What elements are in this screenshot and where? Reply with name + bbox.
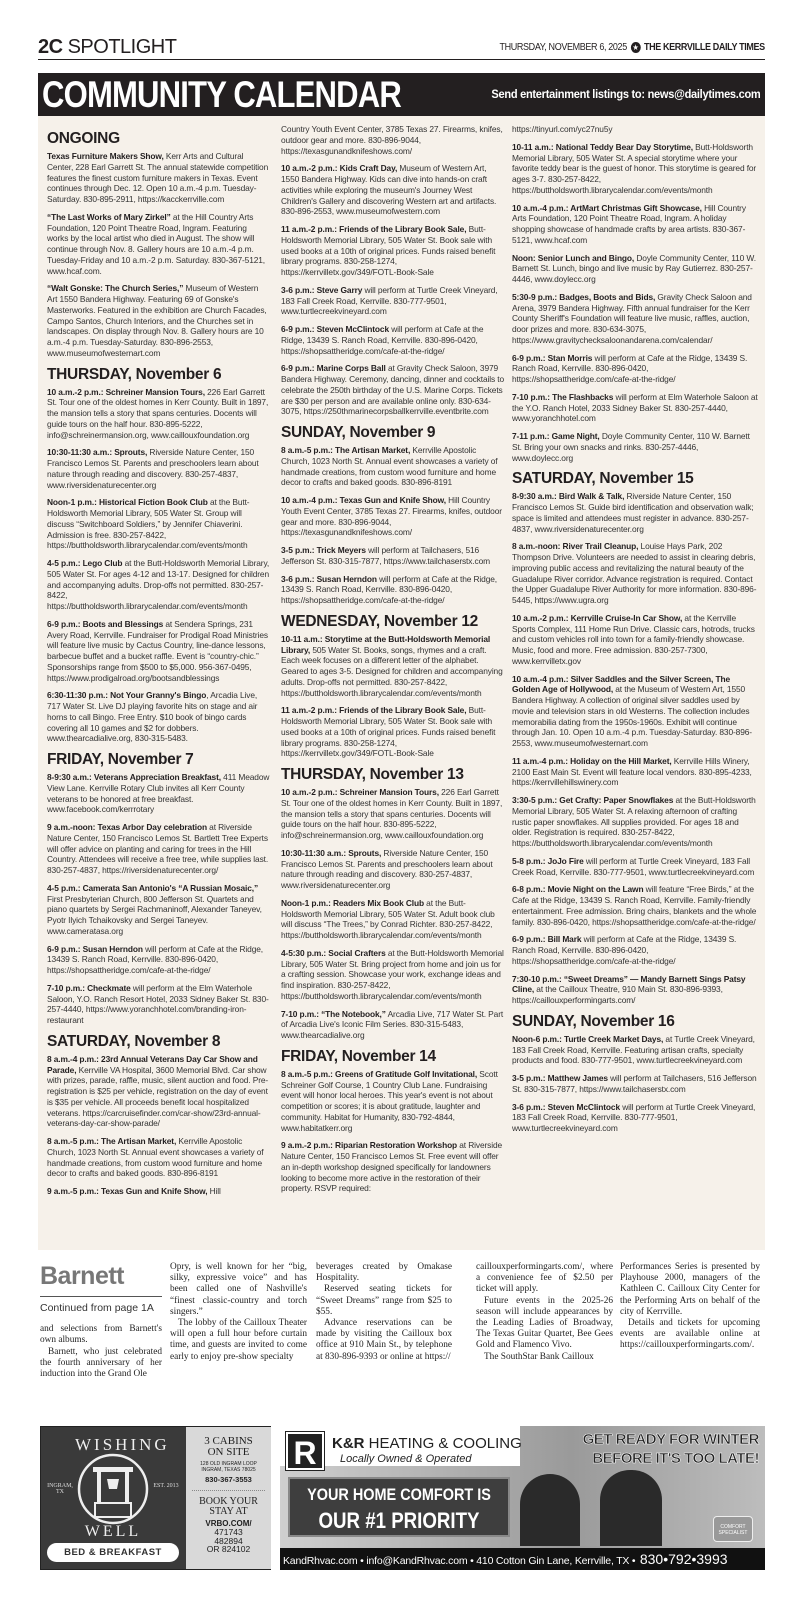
event-listing	[512, 674, 758, 749]
established-text: EST. 2013	[153, 1483, 179, 1489]
event-listing	[47, 212, 270, 277]
event-title: 4-5:30 p.m.: Social Crafters	[281, 947, 386, 958]
kr-contact-bar	[280, 1548, 765, 1570]
event-title: 9 a.m.-5 p.m.: Texas Gun and Knife Show,	[47, 1186, 208, 1196]
page-number: 2C	[38, 36, 63, 58]
event-details: Country Youth Event Center, 3785 Texas 27. Firearms, knifes, outdoor gear and more. 830-896-9044, https://texasgunandknifeshows.com/	[281, 124, 503, 156]
event-title: 3-6 p.m.: Steven McClintock	[512, 1101, 620, 1112]
event-listing	[512, 1073, 758, 1095]
day-heading: THURSDAY, November 13	[281, 766, 464, 783]
article-paragraph: Future events in the 2025-26 season will include appearances by the Leading Ladies of Broadway, The Texas Guitar Quartet, Bee Gees Gold and Flamenco Vivo.	[476, 1295, 613, 1351]
event-details: Riverside Nature Center, 150 Francisco Lemos St. Guide bird identification and observation walk; space is limited and attendees must register in advance. 830-257-4837, www.riversidenaturecenter.org	[512, 491, 754, 534]
event-listing	[512, 613, 758, 667]
listing-ids: 471743 482894	[214, 1527, 243, 1546]
event-title: 8 a.m.-noon: River Trail Cleanup,	[512, 541, 639, 552]
event-listing	[47, 772, 270, 815]
calendar-column-1	[47, 124, 270, 1204]
event-title: 6-9 p.m.: Boots and Blessings	[47, 618, 164, 629]
wishing-well-logo	[41, 1427, 185, 1569]
event-listing	[512, 142, 758, 196]
event-details: Kerr Arts and Cultural Center, 228 Earl Garrett St. The annual statewide competition features the finest custom furniture makers in Texas. Event continues through Dec. 12. Open 10 a.m.-4 p.m. Tuesday-Saturday. 830-895-2911, https://kacckerrville.com	[47, 151, 269, 204]
event-title: 10 a.m.-4 p.m.: Texas Gun and Knife Show,	[281, 495, 446, 505]
event-details: will perform at Tailchasers, 516 Jefferson St. 830-315-7877, https://www.tailchaserstx.com	[512, 1073, 757, 1094]
event-listing	[47, 497, 270, 551]
event-details: at the Butt-Holdsworth Memorial Library, 505 Water St. Group will discuss “Switchboard Soldiers,” by Jennifer Chiaverini. Admission is free. 830-257-8422, https://buttholdsworth.librarycalendar.com/events/month	[47, 497, 250, 551]
event-title: 5-8 p.m.: JoJo Fire	[512, 855, 584, 866]
event-title: 10 a.m.-4 p.m.: ArtMart Christmas Gift Showcase,	[512, 202, 702, 213]
listing-id-alt: OR 824102	[206, 1544, 251, 1554]
calendar-column-3	[512, 124, 758, 1141]
wishing-well-info	[186, 1427, 271, 1569]
event-details: will perform at Turtle Creek Vineyard, 183 Fall Creek Road, Kerrville. 830-777-9501, www.turtlecreekvineyard.com	[512, 1101, 756, 1133]
event-title: 11 a.m.-2 p.m.: Friends of the Library Book Sale,	[281, 705, 467, 716]
event-listing	[47, 283, 270, 358]
brand-bold: K&R	[332, 1435, 365, 1452]
event-title: 3-6 p.m.: Susan Herndon	[281, 573, 377, 584]
event-listing	[281, 898, 505, 941]
event-title: 8 a.m.-4 p.m.: 23rd Annual Veterans Day Car Show and Parade,	[47, 1053, 258, 1075]
event-listing	[512, 934, 758, 966]
event-title: 3-6 p.m.: Steve Garry	[281, 284, 363, 295]
event-details: Hill	[207, 1186, 221, 1196]
event-listing	[47, 1136, 270, 1179]
event-listing	[512, 884, 758, 927]
event-listing	[281, 124, 505, 156]
event-listing	[281, 574, 505, 606]
article-column-5	[620, 1262, 760, 1352]
address-line-1: 128 OLD INGRAM LOOP	[200, 1461, 257, 1467]
phone-number[interactable]: 830-367-3553	[205, 1475, 252, 1484]
article-paragraph: beverages created by Omakase Hospitality.	[316, 1262, 452, 1284]
event-details: at Turtle Creek Vineyard, 183 Fall Creek Road, Kerrville. Featuring artisan crafts, specialty products and food. 830-777-9501, www.turtlecreekvineyard.com	[512, 1033, 755, 1066]
event-listing	[47, 944, 270, 976]
calendar-title: COMMUNITY CALENDAR	[42, 74, 401, 115]
article-column-1	[40, 1262, 162, 1380]
event-title: 8 a.m.-5 p.m.: Greens of Gratitude Golf Invitational,	[281, 1068, 478, 1079]
event-title: 10:30-11:30 a.m.: Sprouts,	[281, 847, 382, 858]
event-details: Kerrville VA Hospital, 3600 Memorial Blvd. Car show with prizes, parade, raffle, music, silent auction and food. Pre-registration is $25 per vehicle, registration on the day of event is $35 per vehicle. All proceeds benefit local hospitalized veterans. https://carcruisefinder.com/car-show/23rd-annual-veterans-day-car-show-parade/	[47, 1064, 269, 1129]
event-title: 5:30-9 p.m.: Badges, Boots and Bids,	[512, 291, 656, 302]
event-details: will feature “Free Birds,” at the Cafe at the Ridge, 13439 S. Ranch Road, Kerrville. Family-friendly entertainment. Free admission. Bring chairs, blankets and the whole family. 830-896-0420, https://shopsattheridge.com/cafe-at-the-ridge/	[512, 884, 757, 927]
event-details: at Riverside Nature Center, 150 Francisco Lemos St. Bartlett Tree Experts will offer advice on planting and caring for trees in the Hill Country. Attendees will receive a free tree, while supplies last. 830-257-4837, https://riversidenaturecenter.org/	[47, 822, 269, 875]
cabins-text: 3 CABINS ON SITE	[204, 1435, 253, 1458]
event-listing	[47, 1186, 270, 1197]
article-paragraph: Performances Series is presented by Playhouse 2000, managers of the Kathleen C. Cailloux City Center for the Performing Arts on behalf of the city of Kerrville.	[620, 1262, 760, 1317]
event-details: at Gravity Check Saloon, 3979 Bandera Highway. Ceremony, dancing, dinner and cocktails to celebrate the 250th birthday of the U.S. Marine Corps. Tickets are $30 per person and are available online only. 830-634-3075, https://250thmarinecorpsballkerrville.eventbrite.com	[281, 363, 505, 417]
event-title: 10 a.m.-2 p.m.: Schreiner Mansion Tours,	[47, 386, 205, 397]
event-title: 8 a.m.-5 p.m.: The Artisan Market,	[281, 445, 411, 455]
event-listing	[281, 848, 505, 891]
day-heading: FRIDAY, November 14	[281, 1047, 436, 1065]
event-listing	[281, 445, 505, 488]
event-listing	[281, 1069, 505, 1134]
event-title: Texas Furniture Makers Show,	[47, 151, 164, 161]
event-details: 505 Water St. Books, songs, rhymes and a craft. Each week focuses on a different letter of the alphabet. Geared to ages 3-5. Designed for children and accompanying adults. Drop-offs not permitted. 830-257-8422, https://buttholdsworth.librarycalendar.com/events/month	[281, 644, 503, 698]
event-title: 3-5 p.m.: Trick Meyers	[281, 545, 366, 555]
event-title: 10-11 a.m.: Storytime at the Butt-Holdsworth Memorial Library,	[281, 633, 491, 655]
kr-phone[interactable]: 830•792•3993	[639, 1551, 728, 1567]
event-listing	[47, 883, 270, 937]
event-title: 9 a.m.-2 p.m.: Riparian Restoration Workshop	[281, 1140, 458, 1151]
event-listing	[47, 619, 270, 684]
event-title: 4-5 p.m.: Camerata San Antonio's “A Russian Mosaic,”	[47, 882, 259, 893]
event-title: 10 a.m.-2 p.m.: Kids Craft Day,	[281, 163, 398, 174]
event-details: Gravity Check Saloon and Arena, 3979 Bandera Highway. Fifth annual fundraiser for the Kerr County Sheriff's Foundation will feature live music, raffles, auction, door prizes and more. 830-634-3075, https://www.gravitychecksaloonandarena.com/calendar/	[512, 291, 752, 345]
book-text: BOOK YOUR STAY AT	[199, 1496, 258, 1517]
event-title: 6-9 p.m.: Susan Herndon	[47, 943, 143, 954]
event-title: 7-10 p.m.: Checkmate	[47, 982, 131, 993]
event-listing	[281, 224, 505, 278]
event-listing	[281, 705, 505, 759]
kr-promo: GET READY FOR WINTER BEFORE IT'S TOO LATE!	[582, 1431, 759, 1467]
event-details: Kerrville Apostolic Church, 1023 North St. Annual event showcases a variety of handmade creations, from custom wood furniture and home decor to crafts and baked goods. 830-896-8191	[47, 1136, 264, 1179]
event-details: will perform at Cafe at the Ridge, 13439 S. Ranch Road, Kerrville. 830-896-0420, https://shopsattheridge.com/cafe-at-the-ridge/	[281, 324, 484, 356]
event-listing	[512, 856, 758, 878]
event-details: , Arcadia Live, 717 Water St. Live DJ playing favorite hits on stage and air horns to call Bingo. Free Entry. $10 book of bingo cards covering all 10 games and $2 for dobbers. www.thearcadialive.org, 830-315-5483.	[47, 690, 258, 744]
event-details: at the Cailloux Theatre, 910 Main St. 830-896-9393, https://caillouxperformingarts.com/	[512, 984, 723, 1005]
event-listing	[512, 1102, 758, 1134]
person-photo	[600, 1470, 662, 1546]
event-details: will perform at Tailchasers, 516 Jefferson St. 830-315-7877, https://www.tailchaserstx.com	[281, 545, 490, 566]
event-title: Noon-1 p.m.: Readers Mix Book Club	[281, 897, 424, 908]
day-heading: THURSDAY, November 6	[47, 365, 222, 383]
logo-bottom-text: WELL	[84, 1523, 142, 1540]
day-heading: SATURDAY, November 8	[47, 1032, 221, 1050]
event-listing	[512, 756, 758, 788]
event-title: 7:30-10 p.m.: “Sweet Dreams” — Mandy Barnett Sings Patsy Cline,	[512, 973, 746, 995]
trane-badge: COMFORT SPECIALIST	[713, 1516, 753, 1542]
event-listing	[47, 690, 270, 744]
event-details: Butt-Holdsworth Memorial Library, 505 Water St. Book sale with used books at a 10th of original prices. Funds raised benefit library programs. 830-258-1274, https://kerrvilletx.gov/349/FOTL-Book-Sale	[281, 705, 496, 759]
event-details: at the Butt-Holdsworth Memorial Library, 505 Water St. A relaxing afternoon of crafting rustic paper snowflakes. All supplies provided. For ages 18 and older. Registration is required. 830-257-8422, https://buttholdsworth.librarycalendar.com/events/month	[512, 795, 756, 848]
event-listing	[281, 495, 505, 538]
event-title: 3:30-5 p.m.: Get Crafty: Paper Snowflakes	[512, 795, 674, 805]
event-listing	[281, 324, 505, 356]
event-details: https://tinyurl.com/yc27nu5y	[512, 124, 613, 134]
event-details: will perform at Cafe at the Ridge, 13439 S. Ranch Road, Kerrville. 830-896-0420, https://shopsattheridge.com/cafe-at-the-ridge/	[281, 573, 497, 605]
event-listing	[281, 1140, 505, 1194]
calendar-banner	[38, 73, 765, 116]
kr-logo-icon: R	[286, 1432, 324, 1470]
event-details: will perform at Cafe at the Ridge, 13439 S. Ranch Road, Kerrville. 830-896-0420, https://shopsattheridge.com/cafe-at-the-ridge/	[512, 352, 748, 384]
event-listing	[512, 353, 758, 385]
event-title: 6-9 p.m.: Bill Mark	[512, 934, 582, 945]
event-listing	[47, 983, 270, 1026]
event-details: at the Butt-Holdsworth Memorial Library, 505 Water St. Adult book club will discuss “The Trees,” by Conrad Richter. 830-257-8422, https://buttholdsworth.librarycalendar.com/events/month	[281, 897, 495, 940]
event-listing	[47, 558, 270, 612]
event-title: 6-9 p.m.: Stan Morris	[512, 352, 593, 363]
event-title: 3-5 p.m.: Matthew James	[512, 1073, 608, 1083]
event-title: 6-9 p.m.: Marine Corps Ball	[281, 363, 386, 374]
article-paragraph: caillouxperformingarts.com/, where a convenience fee of $2.50 per ticket will apply.	[476, 1262, 613, 1295]
person-photo	[520, 1474, 580, 1546]
event-listing	[281, 1009, 505, 1041]
event-listing	[512, 795, 758, 849]
article-paragraph: The SouthStar Bank Cailloux	[484, 1351, 594, 1362]
event-details: 226 Earl Garrett St. Tour one of the oldest homes in Kerr County. Built in 1897, the mansion tells a story that spans centuries. Docents will guide tours on the half hour. 830-895-5222, info@schreinermansion.org, www.caillouxfoundation.org	[47, 386, 269, 440]
day-heading: SUNDAY, November 9	[281, 424, 436, 441]
event-listing	[281, 948, 505, 1002]
event-title: 6:30-11:30 p.m.: Not Your Granny's Bingo	[47, 690, 207, 701]
article-paragraph: and selections from Barnett's own albums.	[40, 1324, 162, 1346]
event-title: 7-10 p.m.: The Flashbacks	[512, 391, 614, 402]
event-listing	[47, 151, 270, 205]
event-listing	[512, 292, 758, 346]
event-title: 7-10 p.m.: “The Notebook,”	[281, 1008, 386, 1019]
divider	[192, 1490, 265, 1491]
event-details: at the Museum of Western Art, 1550 Bandera Highway. A collection of original silver saddles used by movie and television stars in old Westerns. The collection includes memorabilia dating from the 1950s-1960s. Exhibit will continue through Jan. 10. Open 10 a.m.-4 p.m. Tuesday-Saturday. 830-896-2553, www.museumofwesternart.com	[512, 684, 752, 748]
event-title: 11 a.m.-4 p.m.: Holiday on the Hill Market,	[512, 755, 672, 766]
article-paragraph: Advance reservations can be made by visiting the Cailloux box office at 910 Main St., by telephone at 830-896-9393 or online at https://	[316, 1318, 452, 1362]
event-listing	[512, 253, 758, 285]
paper-name: THE KERRVILLE DAILY TIMES	[644, 42, 765, 53]
event-title: 10 a.m.-2 p.m.: Kerrville Cruise-In Car Show,	[512, 612, 683, 623]
event-listing	[281, 545, 505, 567]
event-title: “Walt Gonske: The Church Series,”	[47, 283, 184, 294]
event-details: will perform at the Elm Waterhole Saloon, Y.O. Ranch Resort Hotel, 2033 Sidney Baker St. 830-257-4440, https://www.yoranchhotel.com/branding-iron-restaurant	[47, 982, 269, 1025]
star-icon: ★	[632, 43, 639, 52]
event-title: 10:30-11:30 a.m.: Sprouts,	[47, 447, 148, 458]
event-listing	[281, 285, 505, 317]
article-paragraph: Details and tickets for upcoming events are available online at https://caillouxperformingarts.com/.	[620, 1318, 760, 1351]
event-title: 8-9:30 a.m.: Bird Walk & Talk,	[512, 491, 625, 502]
event-details: at the Butt-Holdsworth Memorial Library, 505 Water St. Bring project from home and join us for a crafting session. Showcase your work, exchange ideas and find inspiration. 830-257-8422, https://buttholdsworth.librarycalendar.com/events/month	[281, 947, 504, 1001]
article-headline: Barnett	[40, 1262, 162, 1297]
event-title: 6-8 p.m.: Movie Night on the Lawn	[512, 884, 644, 895]
day-heading: FRIDAY, November 7	[47, 751, 194, 768]
event-listing	[281, 163, 505, 217]
event-listing	[512, 1034, 758, 1066]
event-listing	[281, 363, 505, 417]
event-title: 8 a.m.-5 p.m.: The Artisan Market,	[47, 1136, 177, 1146]
day-heading: SATURDAY, November 15	[512, 470, 694, 488]
event-details: Museum of Western Art, 1550 Bandera Highway. Kids can dive into hands-on craft activities while exploring the museum's Journey West Children's Gallery and discovering Western art and artifacts. 830-896-2553, www.museumofwestern.com	[281, 163, 497, 217]
vrbo-link[interactable]: VRBO.COM/	[205, 1519, 252, 1528]
event-details: Museum of Western Art 1550 Bandera Highway. Featuring 69 of Gonske's Masterworks. Featured in the exhibition are Church Facades, Campo Santos, Church Interiors, and the Churches set in landscapes. On display through Nov. 8. Gallery hours are 10 a.m.-4 p.m. Tuesday-Saturday. 830-896-2553, www.museumofwesternart.com	[47, 283, 267, 358]
logo-top-text: WISHING	[75, 1435, 170, 1454]
section-name: SPOTLIGHT	[67, 36, 177, 58]
event-listing	[512, 431, 758, 463]
article-paragraph: Reserved seating tickets for “Sweet Dreams” range from $25 to $55.	[316, 1284, 452, 1317]
kr-tagline: Locally Owned & Operated	[340, 1453, 472, 1465]
event-details: Doyle Community Center, 110 W. Barnett St. Bring your own snacks and rinks. 830-257-4446, www.doylecc.org	[512, 431, 750, 463]
event-details: at the Kerrville Sports Complex, 111 Home Run Drive. Classic cars, hotrods, trucks and custom vehicles roll into town for a family-friendly showcase. Music, food and more. Free admission. 830-257-7300, www.kerrvilletx.gov	[512, 612, 755, 666]
event-details: Kerrville Apostolic Church, 1023 North St. Annual event showcases a variety of handmade creations, from custom wood furniture and home decor to crafts and baked goods. 830-896-8191	[281, 445, 498, 488]
event-details: Hill Country Arts Foundation, 120 Point Theatre Road, Ingram. A holiday shopping showcase of handmade crafts by area artists. 830-367-5121, www.hcaf.com	[512, 202, 746, 245]
section-label	[38, 36, 176, 59]
dateline	[500, 42, 765, 53]
event-listing	[512, 541, 758, 606]
slogan-line-2: OUR #1 PRIORITY	[318, 1508, 480, 1533]
event-details: will perform at Cafe at the Ridge, 13439 S. Ranch Road, Kerrville. 830-896-0420, https://shopsattheridge.com/cafe-at-the-ridge/	[512, 934, 737, 966]
event-details: Kerrville Hills Winery, 2100 East Main St. Event will feature local vendors. 830-895-4233, https://kerrvillehillswinery.com	[512, 755, 752, 788]
page-header	[38, 38, 765, 60]
event-details: will perform at Turtle Creek Vineyard, 183 Fall Creek Road, Kerrville. 830-777-9501, www.turtlecreekvineyard.com	[512, 855, 755, 877]
event-details: Arcadia Live, 717 Water St. Part of Arcadia Live's Iconic Film Series. 830-315-5483, www.thearcadialive.org	[281, 1008, 504, 1040]
event-details: 226 Earl Garrett St. Tour one of the oldest homes in Kerr County. Built in 1897, the mansion tells a story that spans centuries. Docents will guide tours on the half hour. 830-895-5222, info@schreinermansion.org, www.caillouxfoundation.org	[281, 787, 503, 840]
event-listing	[512, 203, 758, 246]
event-title: 9 a.m.-noon: Texas Arbor Day celebration	[47, 822, 207, 832]
calendar-column-2	[281, 124, 505, 1201]
kr-slogan-box	[288, 1477, 510, 1537]
event-listing	[47, 822, 270, 876]
wishing-well-ad[interactable]	[40, 1426, 271, 1570]
event-listing	[512, 491, 758, 534]
date: THURSDAY, NOVEMBER 6, 2025	[499, 42, 628, 53]
event-details: Hill Country Youth Event Center, 3785 Texas 27. Firearms, knifes, outdoor gear and more. 830-896-9044, https://texasgunandknifeshows.com/	[281, 495, 502, 538]
article-column-2	[170, 1262, 307, 1363]
event-listing	[281, 634, 505, 699]
article-paragraph: The lobby of the Cailloux Theater will open a full hour before curtain time, and guests are invited to come early to enjoy pre-show specialty	[170, 1318, 307, 1362]
jump-line: Continued from page 1A	[40, 1302, 154, 1314]
event-title: 10 a.m.-2 p.m.: Schreiner Mansion Tours,	[281, 787, 439, 797]
event-details: Butt-Holdsworth Memorial Library, 505 Water St. A special storytime where your favorite teddy bear is the guest of honor. This storytime is geared for ages 3-7. 830-257-8422, https://buttholdsworth.librarycalendar.com/events/month	[512, 141, 757, 195]
location-text: INGRAM, TX	[47, 1483, 73, 1495]
event-title: 11 a.m.-2 p.m.: Friends of the Library Book Sale,	[281, 224, 467, 234]
event-title: 6-9 p.m.: Steven McClintock	[281, 324, 389, 334]
article-column-4	[476, 1262, 613, 1363]
event-details: at the Hill Country Arts Foundation, 120 Point Theatre Road, Ingram. Featuring works by the local artist who died in August. The show will continue through Nov. 8. Gallery hours are 10 a.m.-4 p.m. Tuesday-Friday and 10 a.m.-2 p.m. Saturday. 830-367-5121, www.hcaf.com.	[47, 211, 266, 276]
event-details: Doyle Community Center, 110 W. Barnett St. Lunch, bingo and live music by Ray Gutierrez. 830-257-4446, www.doylecc.org	[512, 252, 756, 284]
event-title: Noon-1 p.m.: Historical Fiction Book Club	[47, 497, 208, 508]
event-listing	[47, 447, 270, 490]
event-details: Butt-Holdsworth Memorial Library, 505 Water St. Book sale with used books at a 10th of original prices. Funds raised benefit library programs. 830-258-1274, https://kerrvilletx.gov/349/FOTL-Book-Sale	[281, 224, 496, 277]
event-listing	[47, 387, 270, 441]
day-heading: ONGOING	[47, 130, 120, 147]
event-title: 10-11 a.m.: National Teddy Bear Day Storytime,	[512, 141, 693, 152]
event-listing	[281, 787, 505, 841]
submission-note: Send entertainment listings to: news@dailytimes.com	[490, 87, 760, 101]
event-listing	[512, 974, 758, 1006]
event-details: Louise Hays Park, 202 Thompson Drive. Volunteers are needed to assist in clearing debris, improving public access and revitalizing the natural beauty of the Guadalupe River corridor. Advance registration is required. Contact the Upper Guadalupe River Authority for more information. 830-896-5445, https://www.ugra.org	[512, 541, 757, 605]
bed-breakfast-label: BED & BREAKFAST	[47, 1543, 179, 1562]
event-title: 4-5 p.m.: Lego Club	[47, 558, 123, 568]
event-title: 10 a.m.-4 p.m.: Silver Saddles and the Silver Screen, The Golden Age of Hollywood,	[512, 673, 730, 695]
event-details: Riverside Nature Center, 150 Francisco Lemos St. Parents and preschoolers learn about nature through reading and discovery. 830-257-4837, www.riversidenaturecenter.org	[281, 847, 493, 890]
slogan-line-1: YOUR HOME COMFORT IS	[307, 1485, 491, 1504]
event-details: at Sendera Springs, 231 Avery Road, Kerrville. Fundraiser for Prodigal Road Ministries will feature live music by Cactus Country, line-dance lessons, barbecue buffet and a bucket raffle. Event is “country-chic.” Sponsorships range from $500 to $5,000. 956-367-0495, https://www.prodigalroad.org/bootsandblessings	[47, 618, 268, 683]
event-details: Scott Schreiner Golf Course, 1 Country Club Lane. Fundraising event will honor local heroes. This year's event is not about competition or scores; it is about gratitude, laughter and community. Habitat for Humanity, 830-792-4844, www.habitatkerr.org	[281, 1068, 498, 1133]
event-title: 8-9:30 a.m.: Veterans Appreciation Breakfast,	[47, 772, 221, 782]
kr-contact[interactable]: KandRhvac.com • info@KandRhvac.com • 410 Cotton Gin Lane, Kerrville, TX •	[283, 1555, 636, 1567]
event-details: 411 Meadow View Lane. Kerrville Rotary Club invites all Kerr County veterans to be honored at free breakfast. www.facebook.com/kerrrotary	[47, 772, 270, 815]
event-title: “The Last Works of Mary Zirkel”	[47, 211, 171, 222]
day-heading: WEDNESDAY, November 12	[281, 612, 478, 630]
event-title: 7-11 p.m.: Game Night,	[512, 431, 600, 441]
event-details: will perform at Turtle Creek Vineyard, 183 Fall Creek Road, Kerrville. 830-777-9501, www.turtlecreekvineyard.com	[281, 284, 498, 317]
day-heading: SUNDAY, November 16	[512, 1012, 675, 1030]
brand-rest: HEATING & COOLING	[368, 1435, 522, 1452]
event-details: will perform at Elm Waterhole Saloon at the Y.O. Ranch Hotel, 2033 Sidney Baker St. 830-257-4440, www.yoranchhotel.com	[512, 391, 758, 424]
address-line-2: INGRAM, TEXAS 78025	[201, 1467, 256, 1473]
event-details: Riverside Nature Center, 150 Francisco Lemos St. Parents and preschoolers learn about nature through reading and discovery. 830-257-4837, www.riversidenaturecenter.org	[47, 447, 259, 490]
event-details: First Presbyterian Church, 800 Jefferson St. Quartets and piano quartets by Sergei Rachmaninoff, Alexander Taneyev, Pyotr Ilyich Tchaikovsky and Sergei Taneyev. www.cameratasa.org	[47, 893, 262, 936]
kr-heating-ad[interactable]	[280, 1426, 765, 1570]
event-listing	[512, 124, 758, 135]
article-column-3	[316, 1262, 452, 1363]
event-details: at the Butt-Holdsworth Memorial Library, 505 Water St. For ages 4-12 and 13-17. Designed for children and accompanying adults. Drop-offs not permitted. 830-257-8422, https://buttholdsworth.librarycalendar.com/events/month	[47, 558, 270, 611]
event-details: at Riverside Nature Center, 150 Francisco Lemos St. Free event will offer an in-depth workshop designed specifically for landowners looking to become more active in the restoration of their property. RSVP required:	[281, 1140, 503, 1194]
event-listing	[47, 1054, 270, 1129]
event-listing	[512, 392, 758, 424]
kr-brand	[332, 1435, 522, 1452]
calendar-body	[38, 116, 765, 1250]
article-paragraph: Barnett, who just celebrated the fourth anniversary of her induction into the Grand Ole	[40, 1346, 162, 1380]
event-title: Noon-6 p.m.: Turtle Creek Market Days,	[512, 1033, 664, 1044]
event-title: Noon: Senior Lunch and Bingo,	[512, 252, 635, 263]
event-details: will perform at Cafe at the Ridge, 13439 S. Ranch Road, Kerrville. 830-896-0420, https://shopsattheridge.com/cafe-at-the-ridge/	[47, 943, 263, 975]
article-paragraph: Opry, is well known for her “big, silky, expressive voice” and has been called one of Nashville's “finest classic-country and torch singers.”	[170, 1262, 307, 1317]
